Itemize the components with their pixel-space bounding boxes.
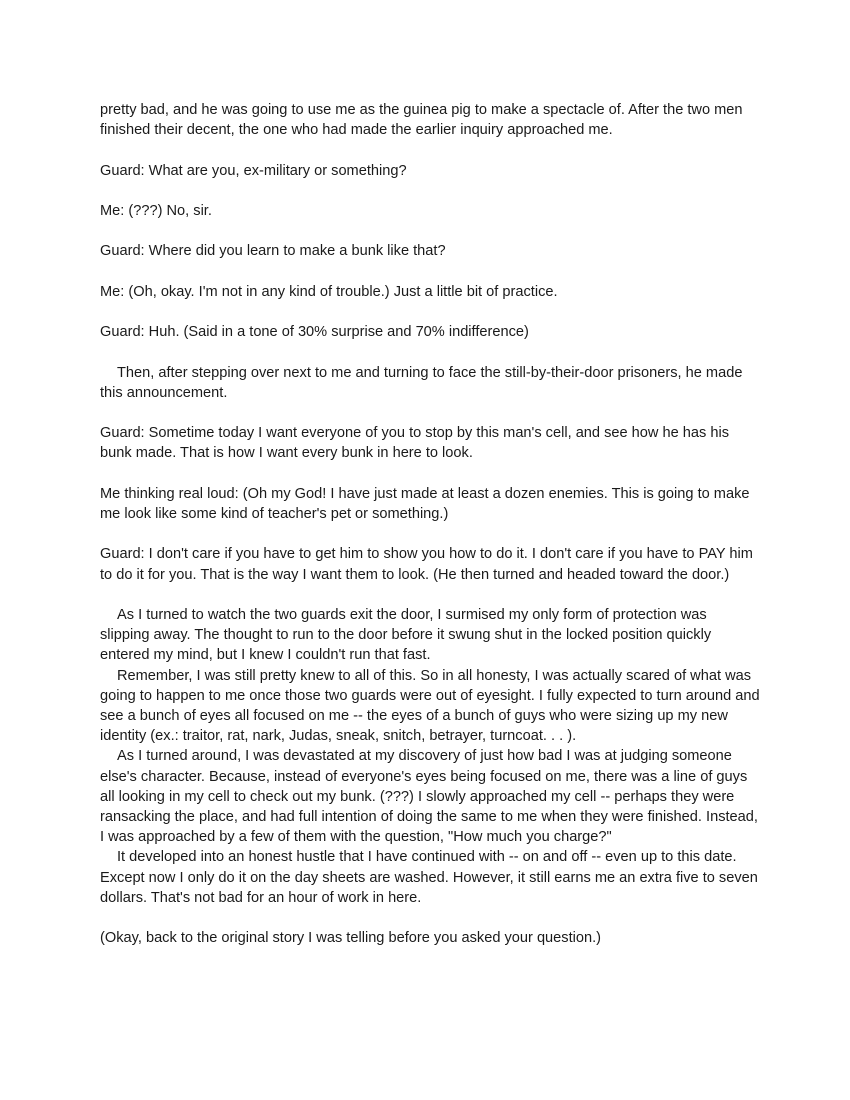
paragraph-back-to-story: (Okay, back to the original story I was telling before you asked your question.) <box>100 930 602 947</box>
dialog-me-thinking: Me thinking real loud: (Oh my God! I have just made at least a dozen enemies. This is going to make me look like some kind of teacher's pet or something.) <box>100 485 750 522</box>
paragraph-turned-around: As I turned around, I was devastated at my discovery of just how bad I was at judging someone else's character. Because, instead of everyone's eyes being focused on me, there was a line of guys all looking in my cell to check out my bunk. (???) I slowly approached my cell -- perhaps they were ransacking the place, and had full intention of doing the same to me when they were finished. Instead, I was approached by a few of them with the question, "How much you charge?" <box>100 748 758 846</box>
paragraph-hustle: It developed into an honest hustle that I have continued with -- on and off -- even up to this date. Except now I only do it on the day sheets are washed. However, it still earns me an extra five to seven dollars. That's not bad for an hour of work in here. <box>100 849 758 906</box>
dialog-guard-sometime: Guard: Sometime today I want everyone of you to stop by this man's cell, and see how he has his bunk made. That is how I want every bunk in here to look. <box>100 425 730 462</box>
paragraph-guards-exit: As I turned to watch the two guards exit the door, I surmised my only form of protection was slipping away. The thought to run to the door before it swung shut in the locked position quickly entered my mind, but I knew I couldn't run that fast. <box>100 606 712 664</box>
dialog-guard-where: Guard: Where did you learn to make a bunk like that? <box>100 243 446 260</box>
paragraph-opening: pretty bad, and he was going to use me as the guinea pig to make a spectacle of. After the two men finished their decent, the one who had made the earlier inquiry approached me. <box>100 102 743 139</box>
paragraph-remember: Remember, I was still pretty knew to all of this. So in all honesty, I was actually scared of what was going to happen to me once those two guards were out of eyesight. I fully expected to turn around and see a bunch of eyes all focused on me -- the eyes of a bunch of guys who were sizing up my new identity (ex.: traitor, rat, nark, Judas, sneak, snitch, betrayer, turncoat. . . ). <box>100 667 760 745</box>
dialog-guard-pay: Guard: I don't care if you have to get him to show you how to do it. I don't care if you have to PAY him to do it for you. That is the way I want them to look. (He then turned and headed toward the door.) <box>100 546 753 583</box>
dialog-guard-huh: Guard: Huh. (Said in a tone of 30% surprise and 70% indifference) <box>100 324 529 341</box>
dialog-me-practice: Me: (Oh, okay. I'm not in any kind of trouble.) Just a little bit of practice. <box>100 283 558 300</box>
document-page <box>100 100 760 969</box>
paragraph-announcement: Then, after stepping over next to me and turning to face the still-by-their-door prisoners, he made this announcement. <box>100 364 743 401</box>
dialog-me-answer: Me: (???) No, sir. <box>100 202 212 219</box>
dialog-guard-question: Guard: What are you, ex-military or something? <box>100 162 407 179</box>
